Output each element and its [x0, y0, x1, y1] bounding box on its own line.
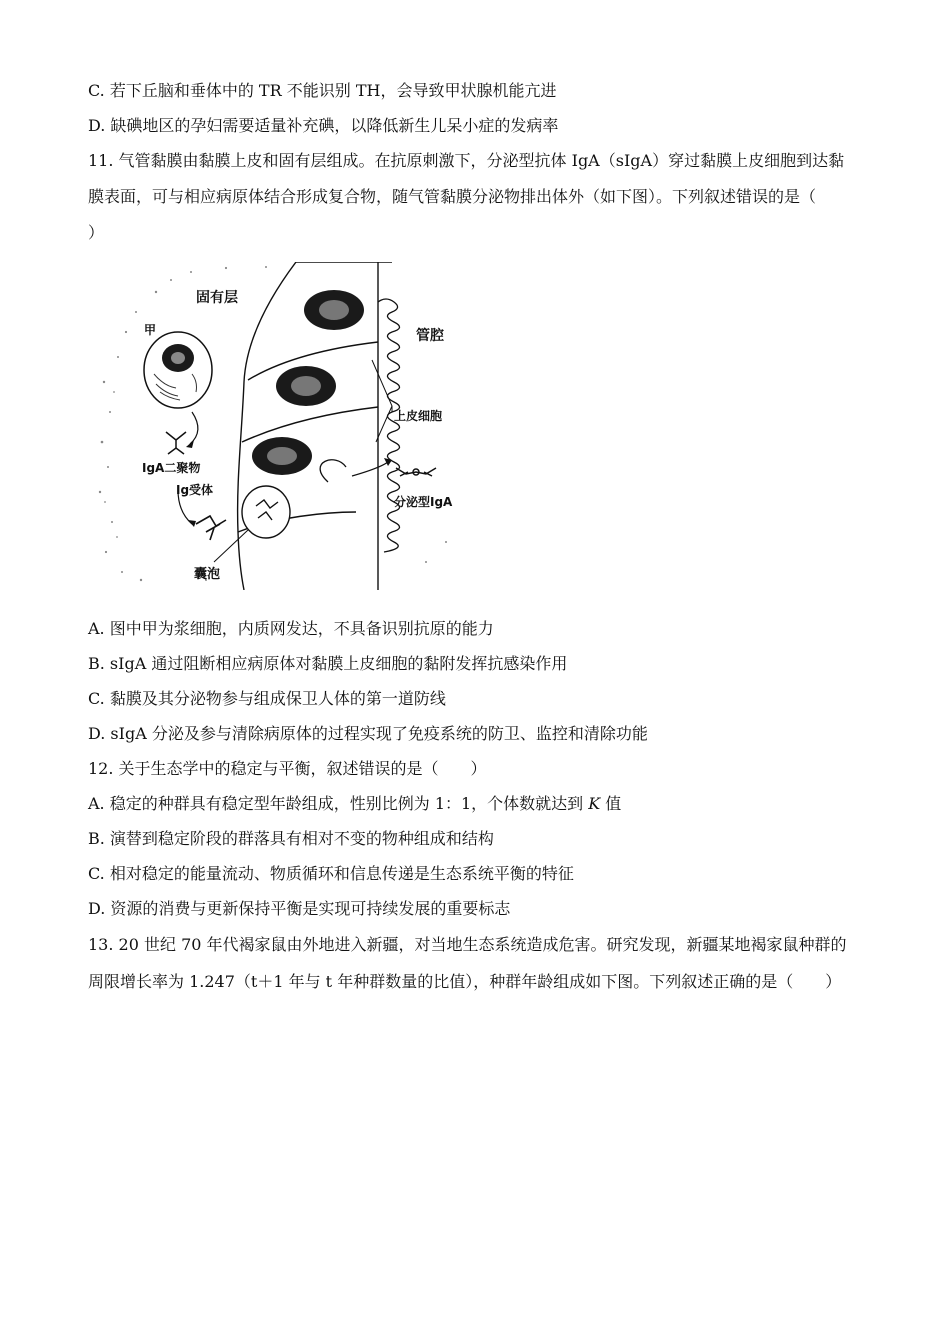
q11-option-d: D. sIgA 分泌及参与清除病原体的过程实现了免疫系统的防卫、监控和清除功能	[88, 724, 648, 743]
label-dimer: IgA二聚物	[142, 461, 201, 475]
q13-stem-line2: 周限增长率为 1.247（t＋1 年与 t 年种群数量的比值），种群年龄组成如下图。下列叙述正确的是（ ）	[88, 972, 842, 991]
q11-option-a: A. 图中甲为浆细胞，内质网发达，不具备识别抗原的能力	[88, 619, 494, 638]
label-jia: 甲	[144, 323, 157, 337]
q12-option-a-k: K	[588, 794, 601, 813]
label-vesicle: 囊泡	[194, 567, 221, 582]
q12-option-a-pre: A. 稳定的种群具有稳定型年龄组成，性别比例为 1：1，个体数就达到	[88, 794, 589, 813]
q11-option-b: B. sIgA 通过阻断相应病原体对黏膜上皮细胞的黏附发挥抗感染作用	[88, 654, 568, 673]
exocytosis-bulge	[320, 460, 346, 482]
arrow-to-sIgA	[352, 462, 388, 476]
iga-dimer-icon	[166, 432, 186, 454]
arrow-head-2	[188, 520, 196, 527]
ig-receptor-icon	[196, 516, 226, 540]
q12-option-a-post: 值	[600, 794, 622, 813]
q11-stem-line1: 11. 气管黏膜由黏膜上皮和固有层组成。在抗原刺激下，分泌型抗体 IgA（sIgA）穿过黏膜上皮细胞到达黏	[88, 151, 845, 170]
label-receptor: Ig受体	[176, 483, 214, 497]
q10-option-c: C. 若下丘脑和垂体中的 TR 不能识别 TH，会导致甲状腺机能亢进	[88, 81, 557, 100]
label-lamina: 固有层	[196, 290, 238, 306]
q11-stem-line2: 膜表面，可与相应病原体结合形成复合物，随气管黏膜分泌物排出体外（如下图）。下列叙述错误的是（	[88, 187, 817, 206]
q11-stem-line3: ）	[88, 223, 105, 242]
q13-stem-line1: 13. 20 世纪 70 年代褐家鼠由外地进入新疆，对当地生态系统造成危害。研究发现，新疆某地褐家鼠种群的	[88, 935, 847, 954]
q12-option-d: D. 资源的消费与更新保持平衡是实现可持续发展的重要标志	[88, 899, 511, 918]
q12-stem: 12. 关于生态学中的稳定与平衡，叙述错误的是（ ）	[88, 759, 487, 778]
epithelial-nuclei	[252, 290, 364, 475]
q12-option-a	[88, 793, 621, 815]
q11-option-c: C. 黏膜及其分泌物参与组成保卫人体的第一道防线	[88, 689, 446, 708]
vesicle	[214, 486, 290, 562]
q12-option-c: C. 相对稳定的能量流动、物质循环和信息传递是生态系统平衡的特征	[88, 864, 574, 883]
label-sIgA: 分泌型IgA	[394, 495, 453, 509]
epithelial-leader	[372, 360, 392, 442]
microvilli	[378, 299, 400, 552]
label-epithelial: 上皮细胞	[394, 409, 443, 423]
arrow-head	[186, 440, 194, 448]
secretory-iga-icon	[396, 468, 436, 476]
arrow-plasma-to-dimer	[190, 412, 198, 444]
q12-option-b: B. 演替到稳定阶段的群落具有相对不变的物种组成和结构	[88, 829, 494, 848]
q10-option-d: D. 缺碘地区的孕妇需要适量补充碘，以降低新生儿呆小症的发病率	[88, 116, 559, 135]
iga-secretion-figure	[96, 262, 458, 590]
arrow-head-3	[384, 458, 392, 466]
label-lumen: 管腔	[416, 328, 444, 344]
plasma-cell-jia	[144, 332, 212, 408]
iga-diagram	[96, 262, 458, 590]
